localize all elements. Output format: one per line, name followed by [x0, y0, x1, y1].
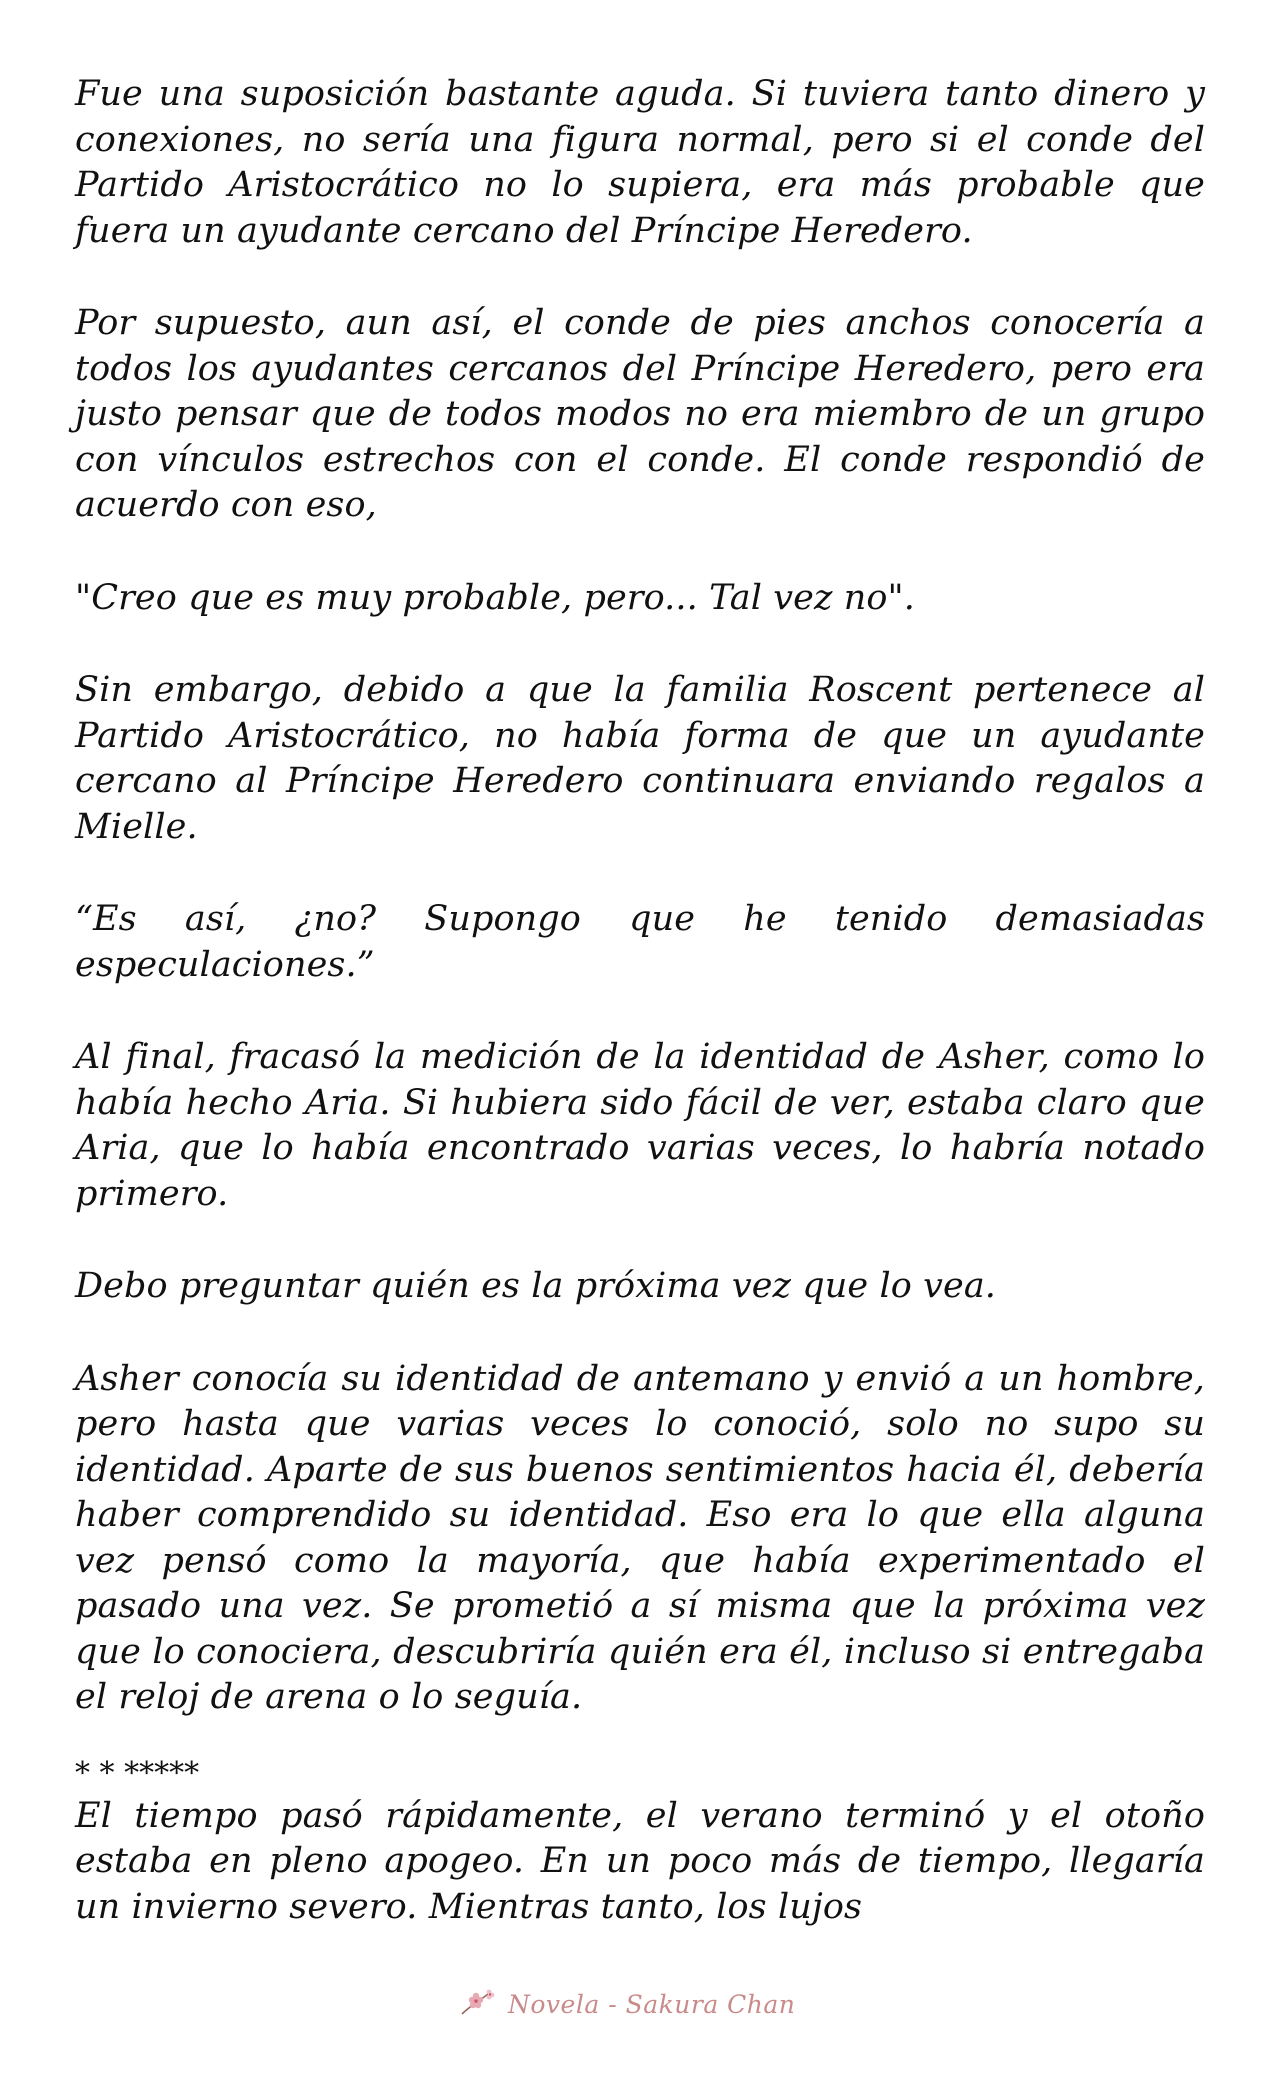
cherry-blossom-icon [458, 1984, 502, 2024]
watermark [458, 1982, 838, 2026]
paragraph-6: Al final, fracasó la medición de la identidad de Asher, como lo había hecho Aria. Si hubiera sido fácil de ver, estaba claro que Aria, que lo había encontrado varias veces, lo habría notado primero. [75, 1037, 1205, 1214]
paragraph-7-thought: Debo preguntar quién es la próxima vez que lo vea. [75, 1266, 997, 1306]
paragraph-3-dialogue: "Creo que es muy probable, pero... Tal vez no". [75, 577, 915, 618]
watermark-text: Novela - Sakura Chan [508, 1989, 796, 2019]
scene-separator: * * ***** [75, 1755, 200, 1791]
document-body [75, 72, 1205, 1977]
paragraph-5-dialogue: “Es así, ¿no? Supongo que he tenido demasiadas especulaciones.” [75, 899, 1205, 985]
paragraph-1: Fue una suposición bastante aguda. Si tuviera tanto dinero y conexiones, no sería una figura normal, pero si el conde del Partido Aristocrático no lo supiera, era más probable que fuera un ayudante cercano del Príncipe Heredero. [75, 74, 1205, 251]
paragraph-4: Sin embargo, debido a que la familia Roscent pertenece al Partido Aristocrático, no había forma de que un ayudante cercano al Príncipe Heredero continuara enviando regalos a Mielle. [75, 670, 1205, 847]
paragraph-final: El tiempo pasó rápidamente, el verano terminó y el otoño estaba en pleno apogeo. En un poco más de tiempo, llegaría un invierno severo. Mientras tanto, los lujos [75, 1795, 1205, 1927]
paragraph-8: Asher conocía su identidad de antemano y envió a un hombre, pero hasta que varias veces lo conoció, solo no supo su identidad. Aparte de sus buenos sentimientos hacia él, debería haber comprendido su identidad. Eso era lo que ella alguna vez pensó como la mayoría, que había experimentado el pasado una vez. Se prometió a sí misma que la próxima vez que lo conociera, descubriría quién era él, incluso si entregaba el reloj de arena o lo seguía. [75, 1358, 1205, 1717]
paragraph-2: Por supuesto, aun así, el conde de pies anchos conocería a todos los ayudantes cercanos del Príncipe Heredero, pero era justo pensar que de todos modos no era miembro de un grupo con vínculos estrechos con el conde. El conde respondió de acuerdo con eso, [75, 303, 1205, 525]
